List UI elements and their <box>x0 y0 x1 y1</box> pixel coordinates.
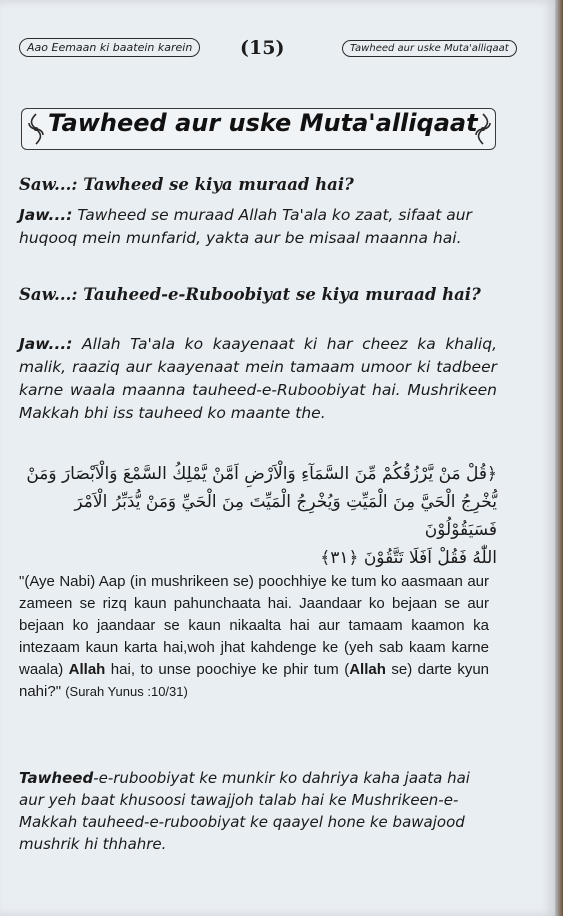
quran-verse <box>19 460 497 572</box>
translation-part-3: se) darte kyun nahi?" <box>19 661 489 700</box>
translation-allah-2: Allah <box>349 661 386 678</box>
question-2-label: Saw...: <box>19 285 78 304</box>
left-ornament-icon <box>26 112 46 146</box>
answer-2-label: Jaw...: <box>19 335 73 353</box>
answer-2-text: Allah Ta'ala ko kaayenaat ki har cheez ka khaliq, malik, raaziq aur kaayenaat mein tamaam umoor ki tadbeer karne waala maanna tauheed-e-Ruboobiyat hai. Mushrikeen Makkah bhi iss tauheed ko maante the. <box>19 335 497 422</box>
answer-1-text: Tawheed se muraad Allah Ta'ala ko zaat, sifaat aur huqooq mein munfarid, yakta aur be misaal maanna hai. <box>19 206 472 247</box>
verse-reference: (Surah Yunus :10/31) <box>65 684 188 699</box>
answer-2 <box>19 333 497 425</box>
question-1 <box>19 173 497 197</box>
closing-text: -e-ruboobiyat ke munkir ko dahriya kaha jaata hai aur yeh baat khusoosi tawajjoh talab hai ke Mushrikeen-e-Makkah tauheed-e-ruboobiyat ke qaayel hone ke bawajood mushrik hi thhahre. <box>19 769 470 853</box>
header-book-title: Aao Eemaan ki baatein karein <box>19 38 200 57</box>
closing-paragraph <box>19 767 497 855</box>
right-ornament-icon <box>473 112 493 146</box>
question-2 <box>19 283 497 307</box>
question-1-label: Saw...: <box>19 175 78 194</box>
chapter-title: Tawheed aur uske Muta'alliqaat <box>48 109 478 137</box>
answer-1-label: Jaw...: <box>19 206 73 224</box>
quran-verse-line-2: يُّخْرِجُ الْحَيَّ مِنَ الْمَيِّتِ وَيُخْرِجُ الْمَيِّتَ مِنَ الْحَيِّ وَمَنْ يُّدَبِّرُ الْاَمْرَ فَسَيَقُوْلُوْنَ <box>74 492 497 540</box>
verse-translation <box>19 571 489 703</box>
translation-part-1: "(Aye Nabi) Aap (in mushrikeen se) poochhiye ke tum ko aasmaan aur zameen se rizq kaun pahunchaata hai. Jaandaar ko bejaan se aur bejaan ko jaandaar se kaun nikaalta hai aur tamaam kaamon ka intezaam kaun karta hai,woh jhat kahdenge ke (yeh sab kaam karne waala) <box>19 573 489 678</box>
translation-part-2: hai, to unse poochiye ke phir tum ( <box>105 661 350 678</box>
page-number-value: 15 <box>249 37 276 59</box>
question-2-text: Tauheed-e-Ruboobiyat se kiya muraad hai? <box>83 285 481 304</box>
translation-allah-1: Allah <box>68 661 106 678</box>
closing-lead-word: Tawheed <box>19 769 94 787</box>
answer-1 <box>19 204 497 250</box>
quran-verse-line-1: ﴿قُلْ مَنْ يَّرْزُقُكُمْ مِّنَ السَّمَآءِ وَالْاَرْضِ اَمَّنْ يَّمْلِكُ السَّمْعَ وَالْاَبْصَارَ وَمَنْ <box>26 464 497 484</box>
page-number: (15) <box>240 37 285 59</box>
quran-verse-line-3: اللّٰهُ فَقُلْ اَفَلَا تَتَّقُوْنَ ﴿٣١﴾ <box>320 548 497 568</box>
question-1-text: Tawheed se kiya muraad hai? <box>83 175 354 194</box>
header-chapter-title: Tawheed aur uske Muta'alliqaat <box>342 40 517 57</box>
page-edge <box>555 0 563 916</box>
